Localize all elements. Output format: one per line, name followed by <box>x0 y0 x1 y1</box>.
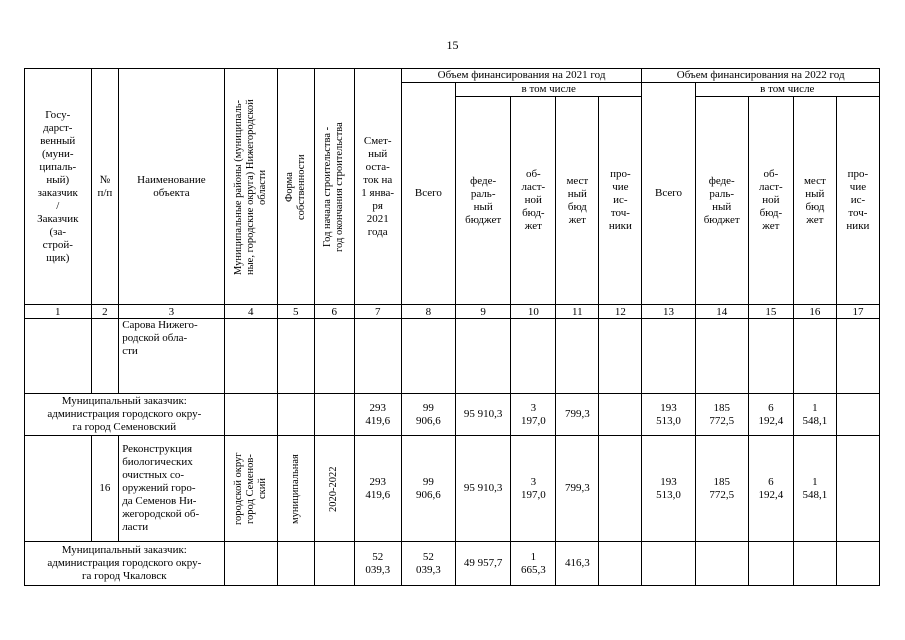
object-name: Сарова Нижего- родской обла- сти <box>119 319 224 394</box>
col-number: 12 <box>599 305 642 319</box>
cell-district: городской округ город Семенов- ский <box>224 436 277 542</box>
header-financing-2021: Объем финансирования на 2021 год <box>401 69 642 83</box>
header-other-2022: про- чие ис- точ- ники <box>836 97 879 305</box>
cell-other-2021 <box>599 436 642 542</box>
cell-regional-2022 <box>748 542 793 586</box>
cell-other-2021 <box>599 394 642 436</box>
cell-regional-2021: 1 665,3 <box>511 542 556 586</box>
table-row-chkalovsk-customer <box>25 542 880 586</box>
cell-local-2022: 1 548,1 <box>793 436 836 542</box>
cell-local-2022: 1 548,1 <box>793 394 836 436</box>
header-customer: Госу- дарст- венный (муни- ципаль- ный) заказчик / Заказчик (за- строй- щик) <box>25 69 92 305</box>
col-number: 5 <box>277 305 314 319</box>
col-number: 17 <box>836 305 879 319</box>
col-number: 10 <box>511 305 556 319</box>
cell-federal-2022 <box>695 542 748 586</box>
cell-estimated-balance: 52 039,3 <box>354 542 401 586</box>
cell-local-2021: 416,3 <box>556 542 599 586</box>
col-number: 2 <box>91 305 119 319</box>
header-row-1 <box>25 69 880 83</box>
header-local-2022: мест ный бюд жет <box>793 97 836 305</box>
col-number: 9 <box>456 305 511 319</box>
header-ownership: Форма собственности <box>277 69 314 305</box>
col-number: 15 <box>748 305 793 319</box>
cell-total-2022: 193 513,0 <box>642 436 695 542</box>
cell-federal-2022: 185 772,5 <box>695 394 748 436</box>
col-number: 4 <box>224 305 277 319</box>
header-local-2021: мест ный бюд жет <box>556 97 599 305</box>
cell-total-2021: 99 906,6 <box>401 436 455 542</box>
table-row-semenov-customer <box>25 394 880 436</box>
header-including-2021: в том числе <box>456 83 642 97</box>
cell-estimated-balance: 293 419,6 <box>354 436 401 542</box>
cell-federal-2021: 95 910,3 <box>456 394 511 436</box>
cell-other-2021 <box>599 542 642 586</box>
header-district: Муниципальные районы (муниципаль- ные, городские округа) Нижегородской области <box>224 69 277 305</box>
cell-regional-2022: 6 192,4 <box>748 394 793 436</box>
col-number: 8 <box>401 305 455 319</box>
header-federal-2021: феде- раль- ный бюджет <box>456 97 511 305</box>
header-object-name: Наименование объекта <box>119 69 224 305</box>
col-number: 14 <box>695 305 748 319</box>
cell-regional-2021: 3 197,0 <box>511 436 556 542</box>
cell-total-2021: 99 906,6 <box>401 394 455 436</box>
header-number: № п/п <box>91 69 119 305</box>
col-number: 16 <box>793 305 836 319</box>
cell-total-2021: 52 039,3 <box>401 542 455 586</box>
cell-ownership: муниципальная <box>277 436 314 542</box>
cell-federal-2022: 185 772,5 <box>695 436 748 542</box>
header-regional-2022: об- ласт- ной бюд- жет <box>748 97 793 305</box>
header-federal-2022: феде- раль- ный бюджет <box>695 97 748 305</box>
cell-federal-2021: 49 957,7 <box>456 542 511 586</box>
col-number: 13 <box>642 305 695 319</box>
col-number: 7 <box>354 305 401 319</box>
header-estimated-balance: Смет- ный оста- ток на 1 янва- ря 2021 года <box>354 69 401 305</box>
cell-local-2021: 799,3 <box>556 394 599 436</box>
cell-federal-2021: 95 910,3 <box>456 436 511 542</box>
cell-regional-2021: 3 197,0 <box>511 394 556 436</box>
column-numbers-row <box>25 305 880 319</box>
table-row-object-16 <box>25 436 880 542</box>
object-name: Реконструкция биологических очистных со- оружений горо- да Семенов Ни- жегородской об- ласти <box>119 436 224 542</box>
header-total-2021: Всего <box>401 83 455 305</box>
cell-years: 2020-2022 <box>314 436 354 542</box>
header-years: Год начала строительства - год окончания строительства <box>314 69 354 305</box>
col-number: 11 <box>556 305 599 319</box>
financing-table <box>24 68 880 586</box>
cell-local-2022 <box>793 542 836 586</box>
customer-label: Муниципальный заказчик: администрация городского окру- га город Семеновский <box>25 394 225 436</box>
header-including-2022: в том числе <box>695 83 879 97</box>
page-number: 15 <box>446 38 459 52</box>
table-row-sarov <box>25 319 880 394</box>
cell-regional-2022: 6 192,4 <box>748 436 793 542</box>
col-number: 1 <box>25 305 92 319</box>
cell-other-2022 <box>836 394 879 436</box>
cell-total-2022 <box>642 542 695 586</box>
cell-other-2022 <box>836 436 879 542</box>
header-total-2022: Всего <box>642 83 695 305</box>
object-number: 16 <box>91 436 119 542</box>
header-regional-2021: об- ласт- ной бюд- жет <box>511 97 556 305</box>
col-number: 6 <box>314 305 354 319</box>
col-number: 3 <box>119 305 224 319</box>
header-financing-2022: Объем финансирования на 2022 год <box>642 69 880 83</box>
customer-label: Муниципальный заказчик: администрация городского окру- га город Чкаловск <box>25 542 225 586</box>
cell-other-2022 <box>836 542 879 586</box>
header-other-2021: про- чие ис- точ- ники <box>599 97 642 305</box>
cell-total-2022: 193 513,0 <box>642 394 695 436</box>
cell-estimated-balance: 293 419,6 <box>354 394 401 436</box>
cell-local-2021: 799,3 <box>556 436 599 542</box>
